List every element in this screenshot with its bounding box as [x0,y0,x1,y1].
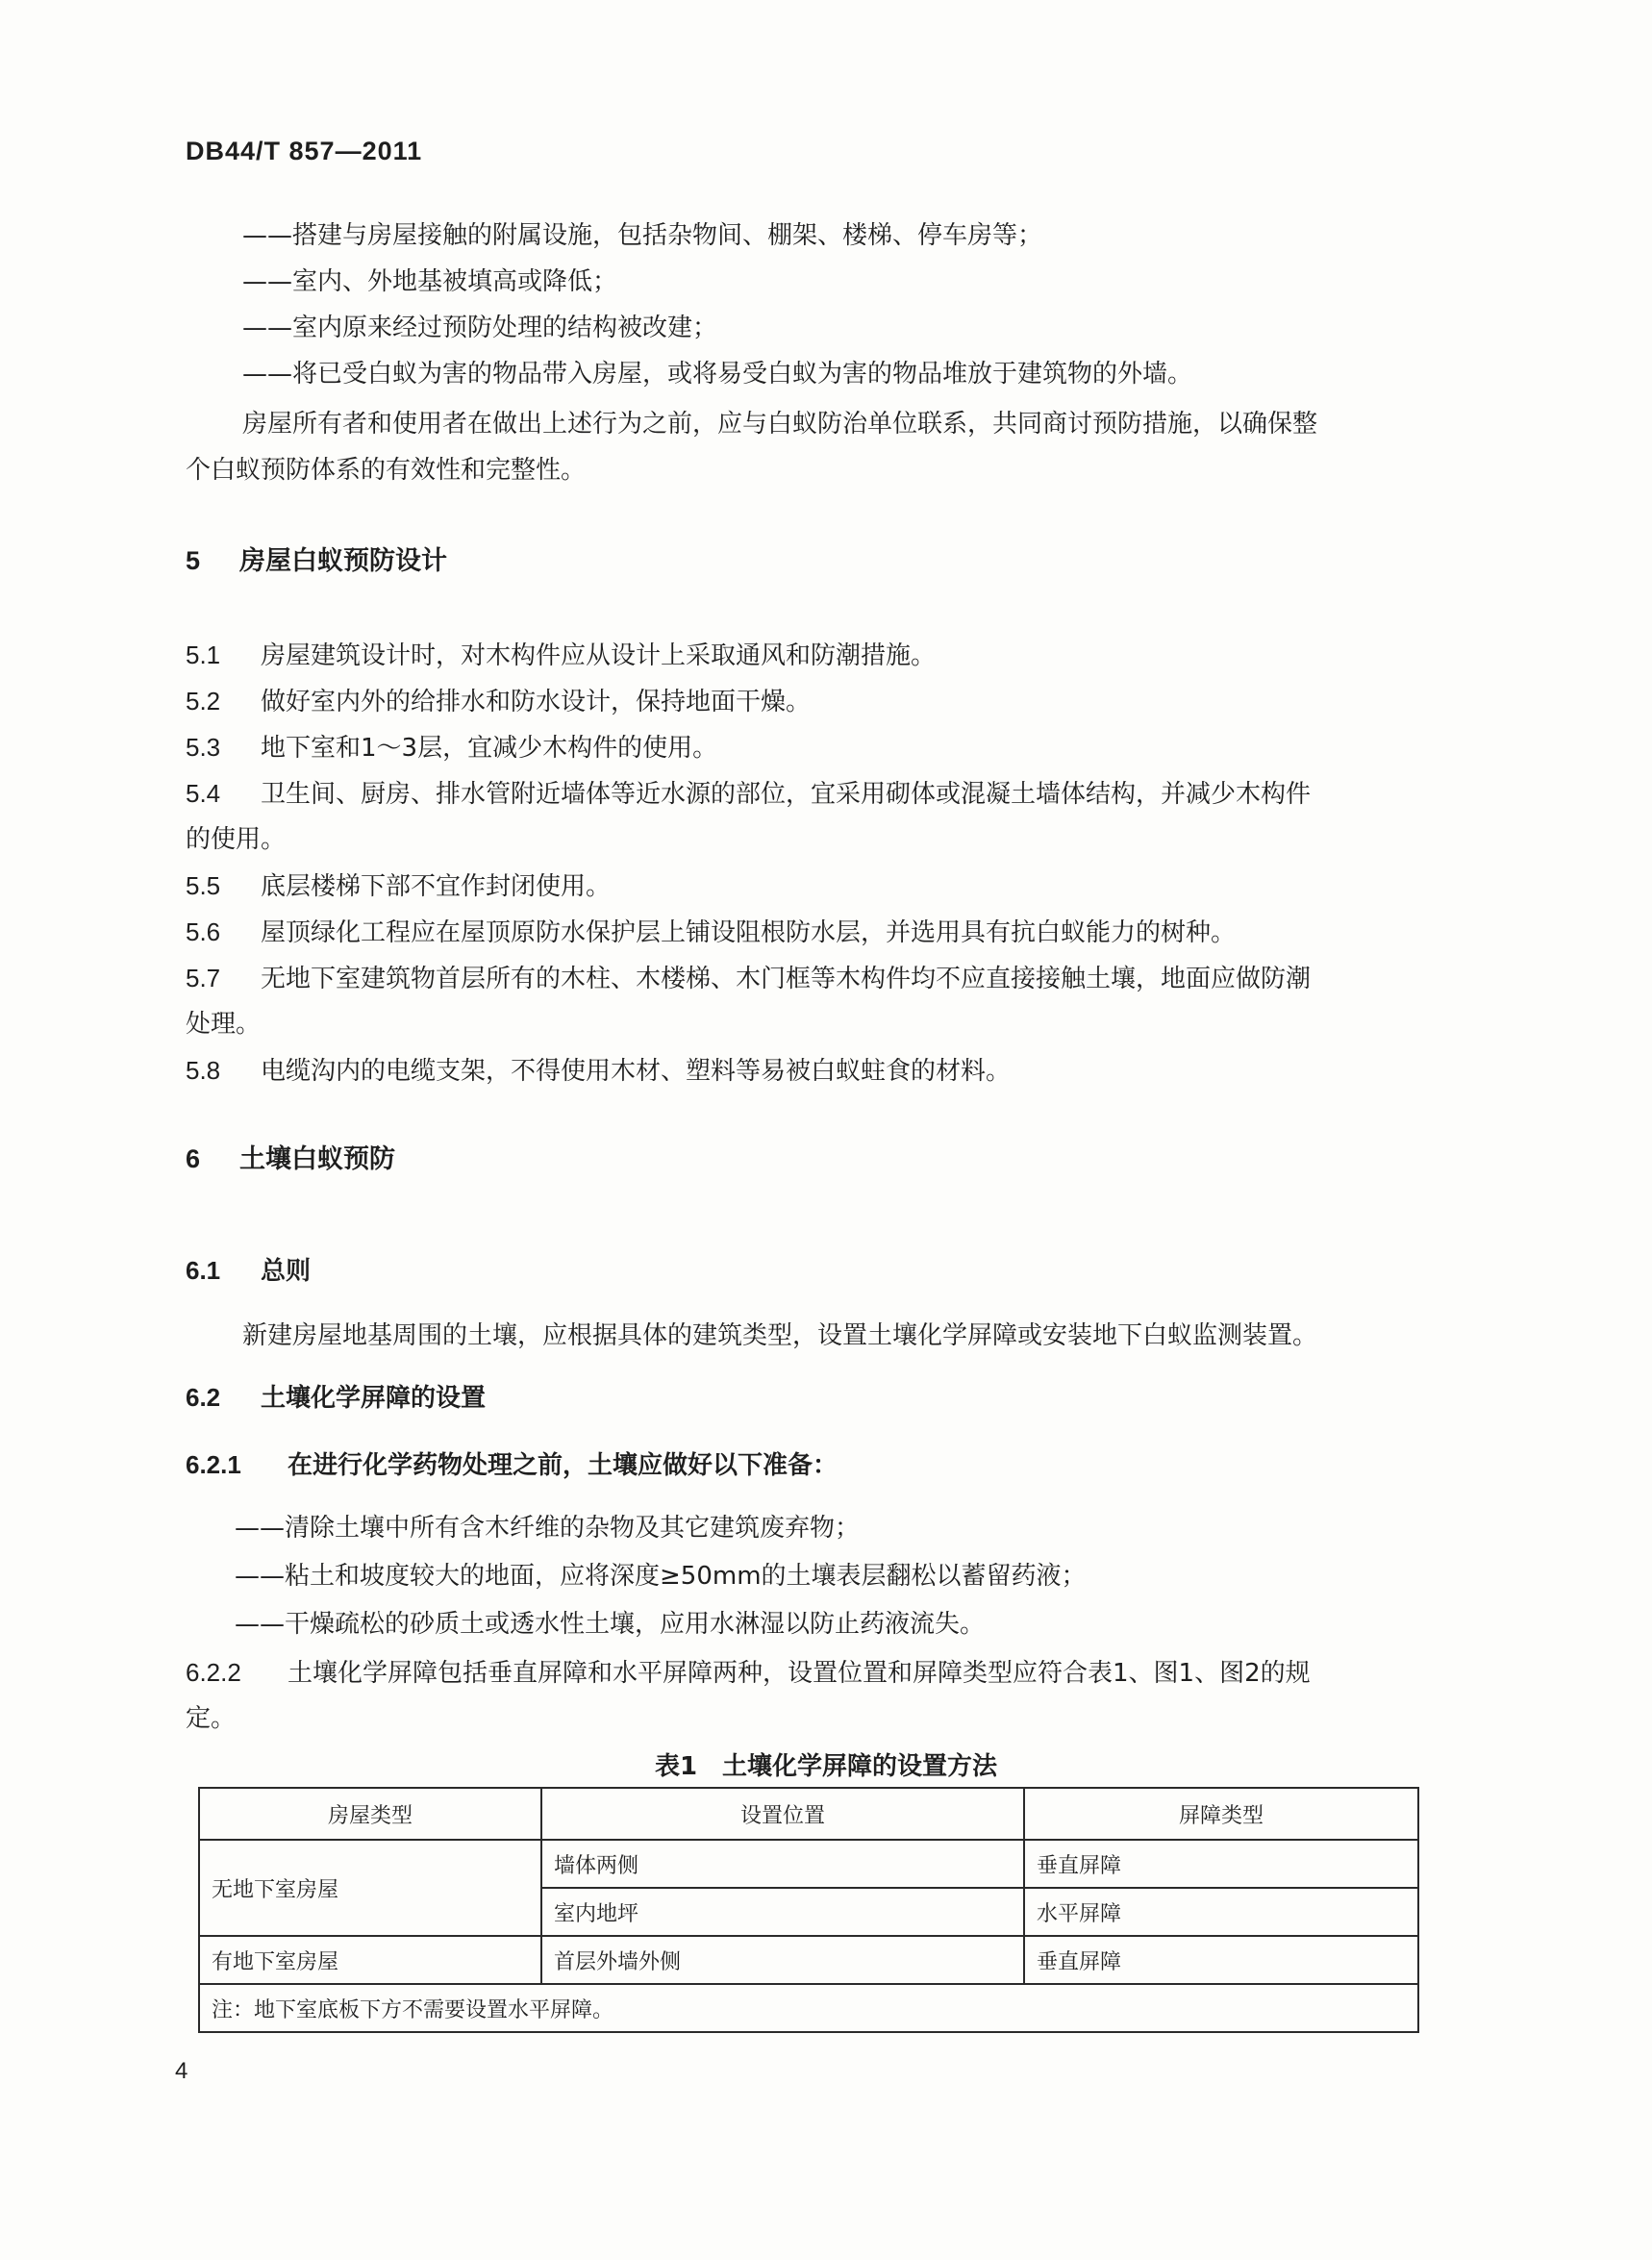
table-note-row [199,1984,1418,2032]
section-title: 房屋白蚁预防设计 [239,546,447,576]
clause-5-8: 5.8 电缆沟内的电缆支架，不得使用木材、塑料等易被白蚁蛀食的材料。 [186,1056,1012,1086]
table-note: 注：地下室底板下方不需要设置水平屏障。 [199,1984,1418,2032]
section-number: 6 [186,1144,201,1173]
section-heading [186,1143,395,1176]
list-item: ——粘土和坡度较大的地面，应将深度≥50mm的土壤表层翻松以蓄留药液； [235,1562,1087,1591]
subsection-heading-6-2: 6.2 土壤化学屏障的设置 [186,1383,487,1413]
clause-5-6: 5.6 屋顶绿化工程应在屋顶原防水保护层上铺设阻根防水层，并选用具有抗白蚁能力的树种。 [186,917,1237,947]
table-cell: 垂直屏障 [1024,1936,1418,1984]
paragraph-line: 个白蚁预防体系的有效性和完整性。 [186,456,587,485]
subsection-heading-6-1: 6.1 总则 [186,1256,312,1286]
list-item: ——将已受白蚁为害的物品带入房屋，或将易受白蚁为害的物品堆放于建筑物的外墙。 [242,360,1193,389]
table-cell: 墙体两侧 [541,1840,1024,1888]
table-header-cell: 房屋类型 [199,1788,541,1840]
section-number: 5 [186,546,201,575]
table-cell: 有地下室房屋 [199,1936,541,1984]
list-item: ——室内原来经过预防处理的结构被改建； [242,314,718,342]
subsection-heading-6-2-1: 6.2.1 在进行化学药物处理之前，土壤应做好以下准备： [186,1450,839,1480]
section-title: 土壤白蚁预防 [239,1144,395,1174]
list-item: ——干燥疏松的砂质土或透水性土壤，应用水淋湿以防止药液流失。 [235,1610,986,1639]
table-header-cell: 设置位置 [541,1788,1024,1840]
clause-5-3: 5.3 地下室和1～3层，宜减少木构件的使用。 [186,733,718,763]
page-number: 4 [175,2058,188,2084]
clause-5-4: 5.4 卫生间、厨房、排水管附近墙体等近水源的部位，宜采用砌体或混凝土墙体结构，并减少木构件 [186,779,1312,809]
clause-5-4-cont: 的使用。 [186,825,287,854]
table-cell: 室内地坪 [541,1888,1024,1936]
clause-6-2-2: 6.2.2 土壤化学屏障包括垂直屏障和水平屏障两种，设置位置和屏障类型应符合表1、图1、图2的规 [186,1658,1311,1688]
clause-5-1: 5.1 房屋建筑设计时，对木构件应从设计上采取通风和防潮措施。 [186,640,937,670]
list-item: ——搭建与房屋接触的附属设施，包括杂物间、棚架、楼梯、停车房等； [242,221,1043,250]
list-item: ——清除土壤中所有含木纤维的杂物及其它建筑废弃物； [235,1514,861,1543]
clause-6-2-2-cont: 定。 [186,1704,237,1733]
table-row [199,1840,1418,1888]
table-cell: 首层外墙外侧 [541,1936,1024,1984]
paragraph-line: 新建房屋地基周围的土壤，应根据具体的建筑类型，设置土壤化学屏障或安装地下白蚁监测装置。 [242,1321,1318,1350]
paragraph-line: 房屋所有者和使用者在做出上述行为之前，应与白蚁防治单位联系，共同商讨预防措施，以确保整 [242,410,1318,439]
barrier-table [198,1787,1419,2033]
table-cell: 垂直屏障 [1024,1840,1418,1888]
clause-5-2: 5.2 做好室内外的给排水和防水设计，保持地面干燥。 [186,687,812,716]
table-title: 表1 土壤化学屏障的设置方法 [654,1752,998,1781]
section-heading [186,544,447,578]
clause-5-7: 5.7 无地下室建筑物首层所有的木柱、木楼梯、木门框等木构件均不应直接接触土壤，地面应做防潮 [186,964,1312,993]
table-cell: 无地下室房屋 [199,1840,541,1936]
list-item: ——室内、外地基被填高或降低； [242,267,618,296]
table-header-cell: 屏障类型 [1024,1788,1418,1840]
document-code: DB44/T 857—2011 [186,137,423,165]
clause-5-5: 5.5 底层楼梯下部不宜作封闭使用。 [186,871,612,901]
table-cell: 水平屏障 [1024,1888,1418,1936]
table-row [199,1936,1418,1984]
table-header-row [199,1788,1418,1840]
clause-5-7-cont: 处理。 [186,1010,262,1039]
